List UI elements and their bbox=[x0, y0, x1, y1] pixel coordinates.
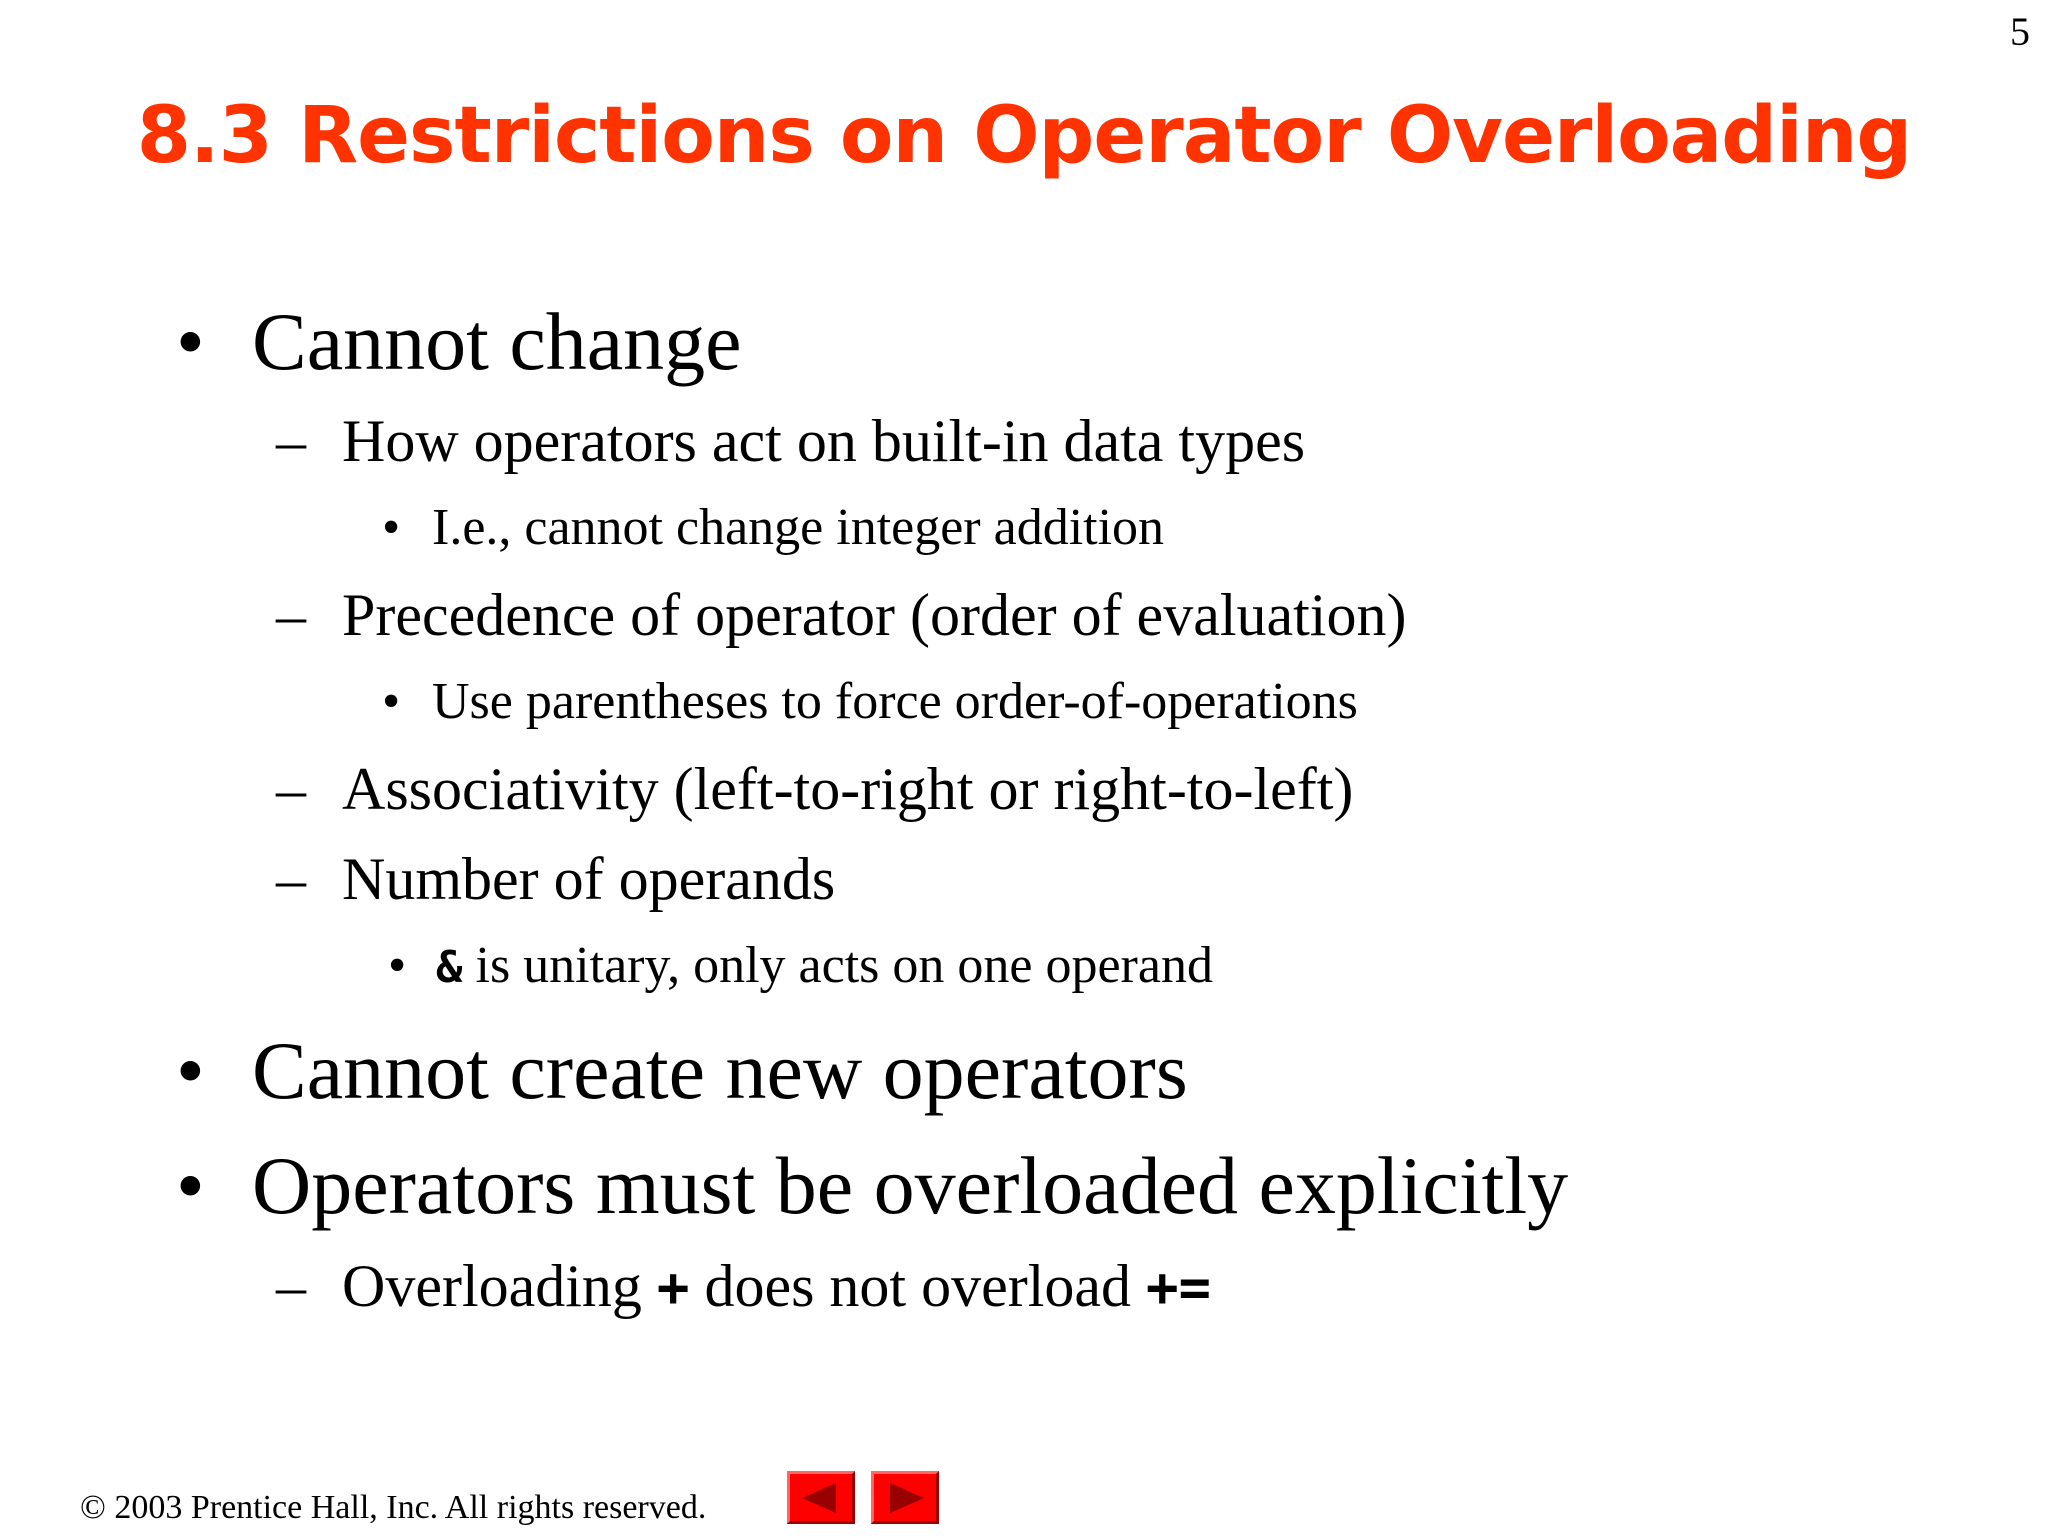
bullet-text: Operators must be overloaded explicitly bbox=[252, 1140, 1569, 1231]
bullet-icon: • bbox=[176, 296, 205, 387]
sub-item-text: Associativity (left-to-right or right-to-left) bbox=[342, 756, 1354, 822]
slide-title: 8.3 Restrictions on Operator Overloading bbox=[136, 91, 1912, 181]
bullet-icon: • bbox=[176, 1140, 205, 1231]
sub-sub-item-text: I.e., cannot change integer addition bbox=[432, 499, 1165, 556]
dash-icon: – bbox=[276, 408, 306, 474]
sub-sub-item-text bbox=[436, 937, 1213, 994]
text-does-not-overload: does not overload bbox=[689, 1253, 1146, 1319]
sub-item-text bbox=[342, 1253, 1212, 1319]
text-overloading: Overloading bbox=[342, 1253, 657, 1319]
ampersand-description: is unitary, only acts on one operand bbox=[462, 937, 1213, 994]
code-plus: + bbox=[656, 1256, 690, 1319]
page-number: 5 bbox=[2010, 9, 2030, 54]
small-bullet-icon: • bbox=[388, 937, 407, 994]
sub-item-text: Number of operands bbox=[342, 846, 836, 912]
bullet-text: Cannot create new operators bbox=[252, 1025, 1188, 1116]
right-arrow-icon bbox=[890, 1483, 924, 1513]
small-bullet-icon: • bbox=[382, 673, 401, 730]
dash-icon: – bbox=[276, 846, 306, 912]
sub-sub-item-text: Use parentheses to force order-of-operations bbox=[432, 673, 1358, 730]
previous-slide-button[interactable] bbox=[787, 1471, 855, 1524]
dash-icon: – bbox=[276, 1253, 306, 1319]
sub-item-text: How operators act on built-in data types bbox=[342, 408, 1306, 474]
next-slide-button[interactable] bbox=[871, 1471, 939, 1524]
code-ampersand: & bbox=[436, 942, 463, 993]
bullet-icon: • bbox=[176, 1025, 205, 1116]
left-arrow-icon bbox=[802, 1483, 836, 1513]
code-plus-equals: += bbox=[1146, 1256, 1212, 1319]
dash-icon: – bbox=[276, 756, 306, 822]
bullet-text: Cannot change bbox=[252, 296, 742, 387]
copyright-notice: © 2003 Prentice Hall, Inc. All rights reserved. bbox=[80, 1489, 707, 1526]
small-bullet-icon: • bbox=[382, 499, 401, 556]
dash-icon: – bbox=[276, 582, 306, 648]
sub-item-text: Precedence of operator (order of evaluation) bbox=[342, 582, 1407, 648]
